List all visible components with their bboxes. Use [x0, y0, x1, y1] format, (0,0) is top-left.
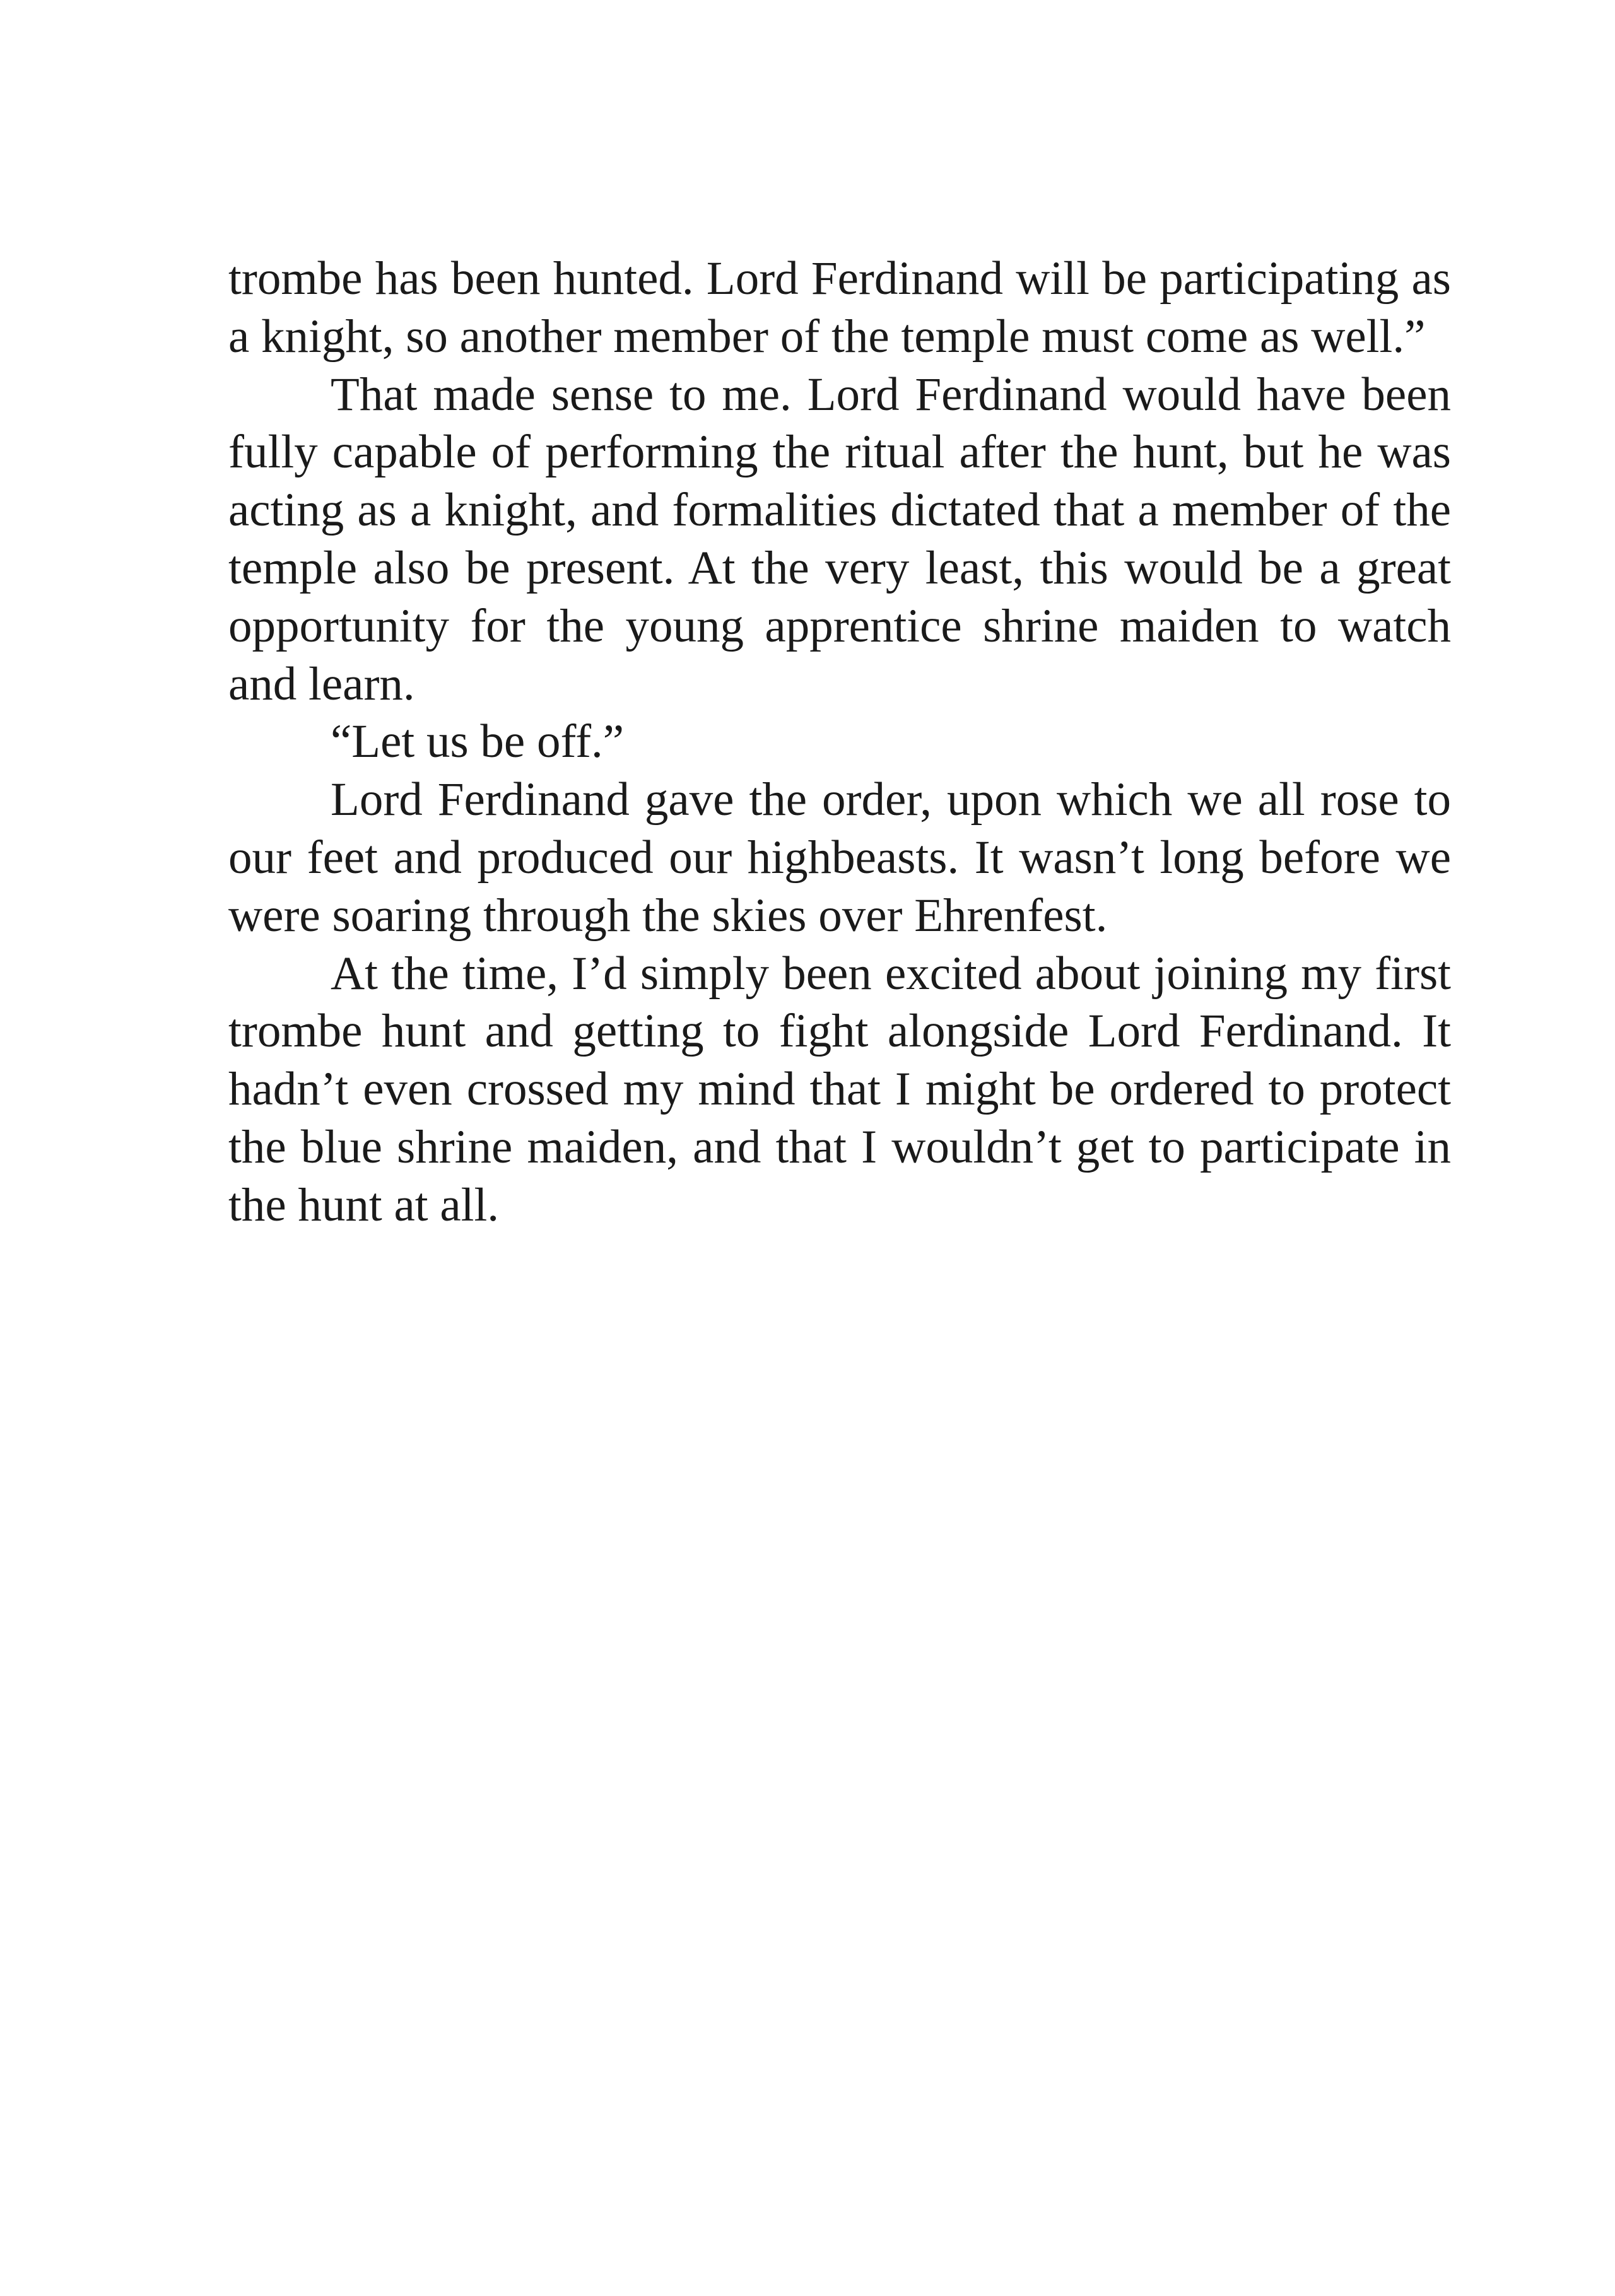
paragraph-3: “Let us be off.”: [331, 715, 625, 768]
paragraph-1: trombe has been hunted. Lord Ferdinand will be participating as a knight, so another member of the temple must come as well.”: [228, 252, 1451, 363]
paragraph-2: That made sense to me. Lord Ferdinand would have been fully capable of performing the ritual after the hunt, but he was acting as a knight, and formalities dictated that a member of the temple also be present. At the very least, this would be a great opportunity for the young apprentice shrine maiden to watch and learn.: [228, 368, 1451, 710]
paragraph-4: Lord Ferdinand gave the order, upon which we all rose to our feet and produced our highbeasts. It wasn’t long before we were soaring through the skies over Ehrenfest.: [228, 773, 1451, 942]
body-text: [228, 250, 1451, 1234]
paragraph-5: At the time, I’d simply been excited about joining my first trombe hunt and getting to fight alongside Lord Ferdinand. It hadn’t even crossed my mind that I might be ordered to protect the blue shrine maiden, and that I wouldn’t get to participate in the hunt at all.: [228, 947, 1451, 1231]
